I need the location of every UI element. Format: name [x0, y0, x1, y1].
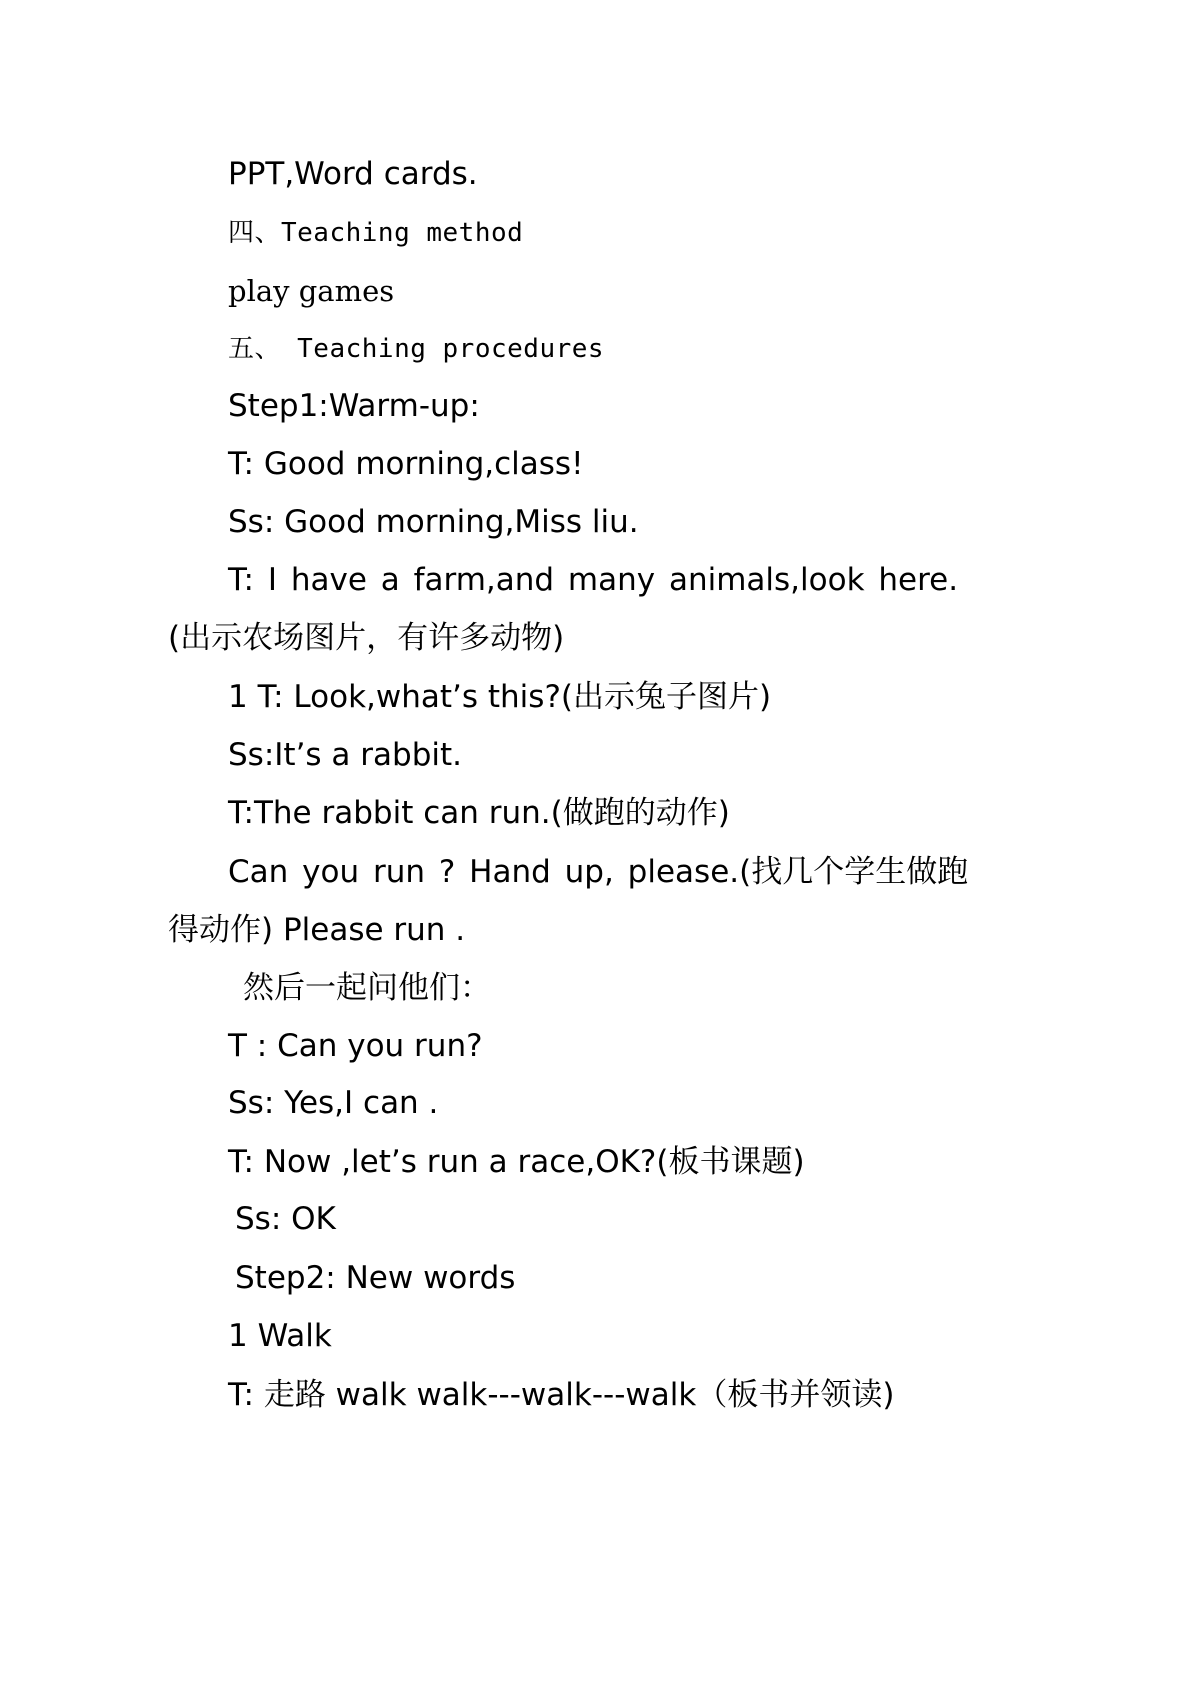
teaching-method-text: play games [228, 274, 395, 308]
dialogue-line: T: I have a farm,and many animals,look here. [228, 562, 959, 598]
dialogue-line: T: 走路 walk walk---walk---walk（板书并领读) [228, 1377, 895, 1413]
dialogue-line: Ss: Good morning,Miss liu. [228, 504, 639, 540]
dialogue-line: T : Can you run? [228, 1028, 483, 1064]
dialogue-line: T: Now ,let’s run a race,OK?(板书课题) [228, 1144, 805, 1180]
dialogue-line-continuation: 得动作) Please run . [168, 912, 466, 948]
instruction-note: (出示农场图片，有许多动物) [168, 620, 565, 656]
section-heading-teaching-procedures: 五、 Teaching procedures [228, 334, 605, 364]
step-heading-new-words: Step2: New words [235, 1260, 516, 1296]
dialogue-line: Ss: Yes,I can . [228, 1085, 439, 1121]
dialogue-line: Ss: OK [235, 1201, 336, 1237]
word-item: 1 Walk [228, 1318, 332, 1354]
dialogue-line: T:The rabbit can run.(做跑的动作) [228, 795, 730, 831]
step-heading-warm-up: Step1:Warm-up: [228, 388, 480, 424]
dialogue-line: Can you run ? Hand up, please.(找几个学生做跑 [228, 854, 969, 890]
dialogue-line: T: Good morning,class! [228, 446, 584, 482]
materials-line: PPT,Word cards. [228, 156, 478, 192]
instruction-note: 然后一起问他们： [243, 970, 491, 1006]
dialogue-line: Ss:It’s a rabbit. [228, 737, 462, 773]
section-heading-teaching-method: 四、Teaching method [228, 218, 524, 248]
dialogue-line: 1 T: Look,what’s this?(出示兔子图片) [228, 679, 772, 715]
